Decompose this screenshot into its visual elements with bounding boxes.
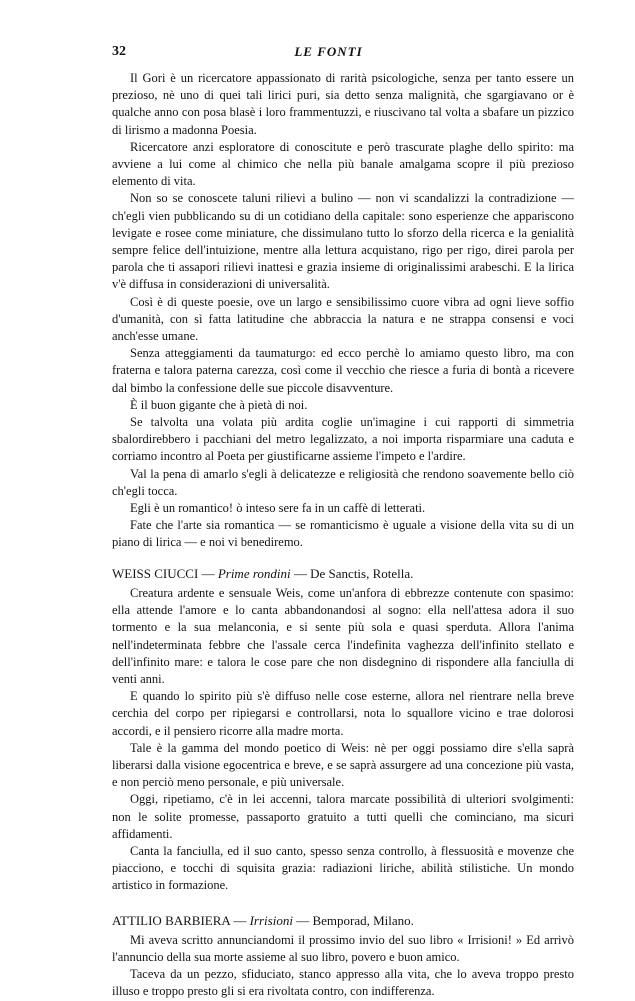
paragraph: Taceva da un pezzo, sfiduciato, stanco appresso alla vita, che lo aveva troppo presto illuso e troppo presto gli si era rivoltata contro, con indifferenza. [112, 967, 574, 999]
review-author: ATTILIO BARBIERA [112, 912, 231, 928]
paragraph: Senza atteggiamenti da taumaturgo: ed ecco perchè lo amiamo questo libro, ma con fraterna e talora paterna carezza, così come il vecchio che riesce a furia di bontà a ricevere dal bimbo la confessione delle sue piccole disavventure. [112, 346, 574, 395]
paragraph: Se talvolta una volata più ardita coglie un'imagine i cui rapporti di simmetria sbalordirebbero i pacchiani del metro legalizzato, a noi importa risparmiare una caduta e corriamo incontro al Poeta per giustificarne assieme l'impeto e l'ardire. [112, 415, 574, 464]
review-dash: — [230, 912, 250, 928]
running-title: LE FONTI [294, 44, 363, 59]
paragraph: Fate che l'arte sia romantica — se romanticismo è uguale a visione della vita su di un piano di lirica — e noi vi benediremo. [112, 518, 574, 550]
paragraph: Il Gori è un ricercatore appassionato di rarità psicologiche, senza per tanto essere un prezioso, nè uno di quei tali lirici puri, sia detto senza malignità, che sgargiavano or è qualche anno con posa blasè i loro frammentuzzi, e riuscivano tal volta a sbafare un pizzico di lirismo a madonna Poesia. [112, 71, 574, 137]
review-publisher: — De Sanctis, Rotella. [290, 565, 414, 581]
paragraph: Egli è un romantico! ò inteso sere fa in un caffè di letterati. [130, 501, 426, 516]
paragraph: È il buon gigante che à pietà di noi. [130, 397, 308, 412]
paragraph: Così è di queste poesie, ove un largo e sensibilissimo cuore vibra ad ogni lieve soffio d'umanità, con sì fatta latitudine che abbraccia la natura e ne strappa consensi e voci anch'esse umane. [112, 294, 574, 344]
review-dash: — [198, 565, 218, 581]
paragraph: Mi aveva scritto annunciandomi il prossimo invio del suo libro « Irrisioni! » Ed arrivò l'annuncio della sua morte assieme al suo libro, povero e buon amico. [112, 932, 574, 964]
review-heading-attilio-barbiera [112, 912, 574, 929]
page-header [112, 44, 545, 64]
paragraph: Non so se conoscete taluni rilievi a bulino — non vi scandalizzi la contradizione — ch'egli vien pubblicando su di un cotidiano della capitale: sono esperienze che appariscono levigate e rosee come miniature, che dissimulano tutto lo sforzo della ricerca e la genialità sempre felice dell'intuizione, mentre alla lettura acquistano, rigo per rigo, direi parola per parola che ti assapori rilievi inattesi e grazia insieme di originalissimi arabeschi. E la lirica v'è diffusa in considerazioni di universalità. [112, 191, 574, 292]
paragraph: Creatura ardente e sensuale Weis, come un'anfora di ebbrezze contenute con spasimo: ella attende l'amore e lo canta abbandonandosi al sogno: ella nell'attesa adora il suo tormento e la sua melanconia, e si sente più sola e quasi sperduta. Allora l'anima nell'indeterminata febbre che l'assale cerca l'indefinita vaghezza dell'infinito stellato e dell'infinito mare: e talora le cose pare che non disdegnino di rispondere alla fanciulla di venti anni. [112, 585, 574, 686]
review-heading-weiss-ciucci [112, 565, 574, 582]
paragraph: Oggi, ripetiamo, c'è in lei accenni, talora marcate possibilità di ulteriori svolgimenti: non le solite promesse, passaporto gratuito a tutti quelli che cominciano, ma sicuri affidamenti. [112, 792, 574, 841]
review-book-title: Prime rondini [217, 565, 291, 581]
review-book-title: Irrisioni [249, 912, 293, 928]
paragraph: Canta la fanciulla, ed il suo canto, spesso senza controllo, à flessuosità e movenze che piacciono, e tocchi di squisita grazia: radiazioni liriche, abilità stilistiche. Un mondo artistico in formazione. [112, 843, 574, 893]
paragraph: E quando lo spirito più s'è diffuso nelle cose esterne, allora nel rientrare nella breve cerchia del corpo per ripiegarsi e controllarsi, nota lo squallore vicino e trae dolorosi accordi, e il pensiero ricorre alla madre morta. [112, 689, 574, 738]
paragraph: Tale è la gamma del mondo poetico di Weis: nè per oggi possiamo dire s'ella saprà liberarsi dalla visione egocentrica e breve, e se saprà assurgere ad una concezione più vasta, e non perciò meno personale, e più universale. [112, 740, 574, 790]
article-body [112, 70, 574, 1001]
review-publisher: — Bemporad, Milano. [292, 912, 414, 928]
paragraph: Val la pena di amarlo s'egli à delicatezze e religiosità che rendono soavemente bello ciò ch'egli tocca. [112, 466, 574, 498]
page-number: 32 [112, 44, 126, 59]
review-author: WEISS CIUCCI [112, 565, 199, 581]
paragraph: Ricercatore anzi esploratore di conoscitute e però trascurate plaghe dello spirito: ma avviene a lui come al chimico che nella più banale amalgama scopre il più prezioso elemento di vita. [112, 139, 574, 189]
